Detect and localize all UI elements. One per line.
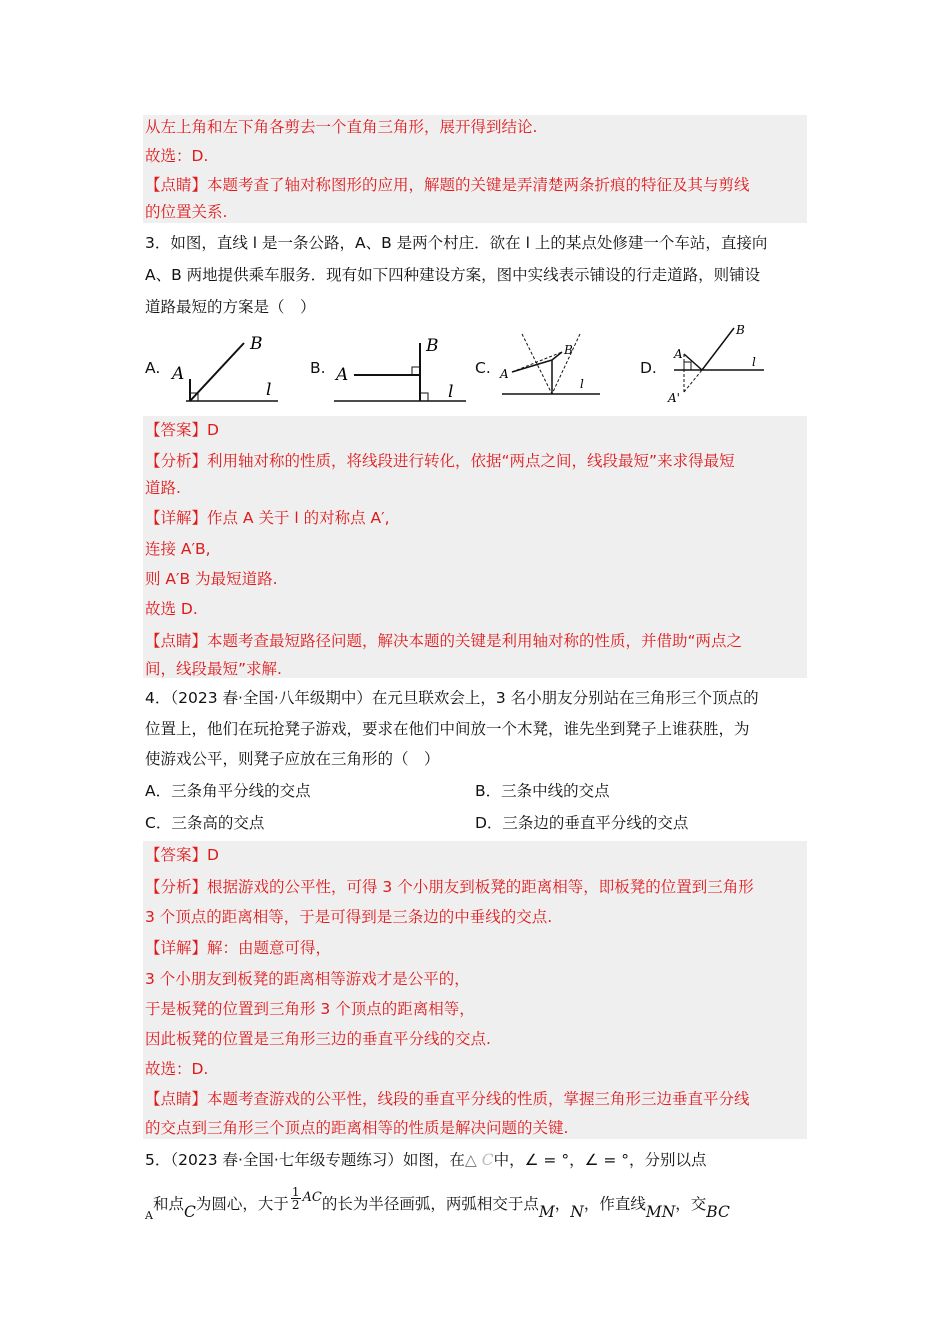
- q5-draw-line: ，作直线: [583, 1195, 646, 1213]
- segment-ac: AC: [302, 1190, 322, 1205]
- path-road-to-b: [702, 328, 734, 370]
- q5-stem-line2: [145, 1185, 730, 1232]
- path-a: [512, 360, 552, 372]
- q4-detail-line5: 故选：D.: [145, 1060, 209, 1078]
- point-b-label: B: [736, 323, 745, 337]
- point-b-label: B: [426, 336, 439, 356]
- q3-stem-line3: 道路最短的方案是（ ）: [145, 298, 316, 316]
- q5-radius-text: 的长为半径画弧，两弧相交于点: [321, 1195, 539, 1213]
- q3-figure-a: [170, 333, 290, 413]
- q3-option-c-label: C.: [475, 359, 491, 377]
- right-angle-mark: [684, 362, 691, 370]
- q5-as-center: 为圆心，大于: [195, 1195, 289, 1213]
- fraction-numerator: 1: [291, 1185, 300, 1199]
- q4-detail-line1: 【详解】解：由题意可得，: [145, 939, 332, 957]
- point-c-label: C: [183, 1203, 196, 1221]
- q4-option-d: D．三条边的垂直平分线的交点: [475, 814, 689, 832]
- q4-analysis-line2: 3 个顶点的距离相等，于是可得到是三条边的中垂线的交点.: [145, 908, 553, 926]
- q3-note-line2: 间，线段最短”求解.: [145, 660, 282, 678]
- segment-bc-label: BC: [706, 1203, 730, 1221]
- q5-stem-part1: 5．（2023 春·全国·七年级专题练习）如图，在: [145, 1151, 465, 1169]
- q2-solution-line: 从左上角和左下角各剪去一个直角三角形，展开得到结论.: [145, 118, 538, 136]
- q3-option-d-label: D.: [640, 359, 657, 377]
- point-m-label: M: [538, 1203, 555, 1221]
- q2-note-line1: 【点睛】本题考查了轴对称图形的应用，解题的关键是弄清楚两条折痕的特征及其与剪线: [145, 176, 750, 194]
- diagonal-path: [190, 343, 244, 401]
- q5-and-point: 和点: [152, 1195, 184, 1213]
- q3-note-line1: 【点睛】本题考查最短路径问题，解决本题的关键是利用轴对称的性质，并借助“两点之: [145, 632, 743, 650]
- q5-comma: ，: [554, 1195, 571, 1213]
- q4-option-b: B．三条中线的交点: [475, 782, 610, 800]
- point-b-label: B: [564, 343, 573, 357]
- q3-figure-b: [332, 333, 472, 413]
- q4-detail-line3: 于是板凳的位置到三角形 3 个顶点的距离相等，: [145, 1000, 475, 1018]
- q3-stem-line1: 3．如图，直线 l 是一条公路，A、B 是两个村庄．欲在 l 上的某点处修建一个车站，直接向: [145, 234, 768, 252]
- q3-detail-line2: 连接 A′B,: [145, 540, 211, 558]
- q3-analysis-line2: 道路.: [145, 479, 181, 497]
- q5-stem-line1: [145, 1149, 707, 1171]
- q5-intersect: ，交: [675, 1195, 707, 1213]
- line-l-label: l: [752, 355, 756, 369]
- q4-stem-line1: 4．（2023 春·全国·八年级期中）在元旦联欢会上，3 名小朋友分别站在三角形三个顶点的: [145, 689, 759, 707]
- triangle-symbol: △: [464, 1151, 477, 1169]
- point-a-prime-label: A': [668, 391, 680, 405]
- point-a-label: A: [336, 365, 349, 385]
- reflection-dashed: [684, 370, 702, 392]
- q3-figure-c: [498, 328, 608, 408]
- q4-option-a: A．三条角平分线的交点: [145, 782, 311, 800]
- q3-detail-line1: 【详解】作点 A 关于 l 的对称点 A′,: [145, 509, 390, 527]
- point-n-label: N: [570, 1203, 584, 1221]
- fraction-denominator: 2: [291, 1198, 300, 1212]
- path-b: [552, 352, 562, 360]
- q3-figure-d: [664, 322, 774, 406]
- q4-stem-line3: 使游戏公平，则凳子应放在三角形的（ ）: [145, 750, 440, 768]
- point-a-label: A: [145, 1209, 153, 1222]
- q4-option-c: C．三条高的交点: [145, 814, 265, 832]
- q3-option-b-label: B.: [310, 359, 326, 377]
- line-l-label: l: [580, 377, 584, 391]
- q2-note-line2: 的位置关系.: [145, 203, 228, 221]
- q3-option-a-label: A.: [145, 359, 161, 377]
- q3-detail-line4: 故选 D.: [145, 600, 198, 618]
- line-l-label: l: [448, 382, 454, 402]
- q4-note-line2: 的交点到三角形三个顶点的距离相等的性质是解决问题的关键.: [145, 1119, 569, 1137]
- q4-detail-line2: 3 个小朋友到板凳的距离相等游戏才是公平的，: [145, 970, 470, 988]
- point-a-label: A: [172, 364, 185, 384]
- q4-stem-line2: 位置上，他们在玩抢凳子游戏，要求在他们中间放一个木凳，谁先坐到凳子上谁获胜，为: [145, 720, 750, 738]
- faint-c: C: [481, 1151, 494, 1169]
- q2-choice-line: 故选：D.: [145, 147, 209, 165]
- point-a-label: A: [500, 367, 509, 381]
- q3-stem-line2: A、B 两地提供乘车服务．现有如下四种建设方案，图中实线表示铺设的行走道路，则铺设: [145, 266, 761, 284]
- q4-detail-line4: 因此板凳的位置是三角形三边的垂直平分线的交点.: [145, 1030, 491, 1048]
- q3-analysis-line1: 【分析】利用轴对称的性质，将线段进行转化，依据“两点之间，线段最短”来求得最短: [145, 452, 735, 470]
- right-angle-mark-top: [412, 367, 420, 375]
- q3-detail-line3: 则 A′B 为最短道路.: [145, 570, 278, 588]
- fraction-one-half: [291, 1186, 301, 1211]
- q4-analysis-line1: 【分析】根据游戏的公平性，可得 3 个小朋友到板凳的距离相等，即板凳的位置到三角形: [145, 878, 754, 896]
- q4-note-line1: 【点睛】本题考查游戏的公平性，线段的垂直平分线的性质，掌握三角形三边垂直平分线: [145, 1090, 750, 1108]
- point-a-label: A: [674, 347, 683, 361]
- q3-answer: 【答案】D: [145, 421, 219, 439]
- point-b-label: B: [250, 334, 263, 354]
- line-mn-label: MN: [645, 1203, 676, 1221]
- q5-stem-part2: 中，∠ = °，∠ = °，分别以点: [493, 1151, 707, 1169]
- right-angle-mark-bottom: [420, 393, 428, 401]
- line-l-label: l: [266, 380, 272, 400]
- q4-answer: 【答案】D: [145, 846, 219, 864]
